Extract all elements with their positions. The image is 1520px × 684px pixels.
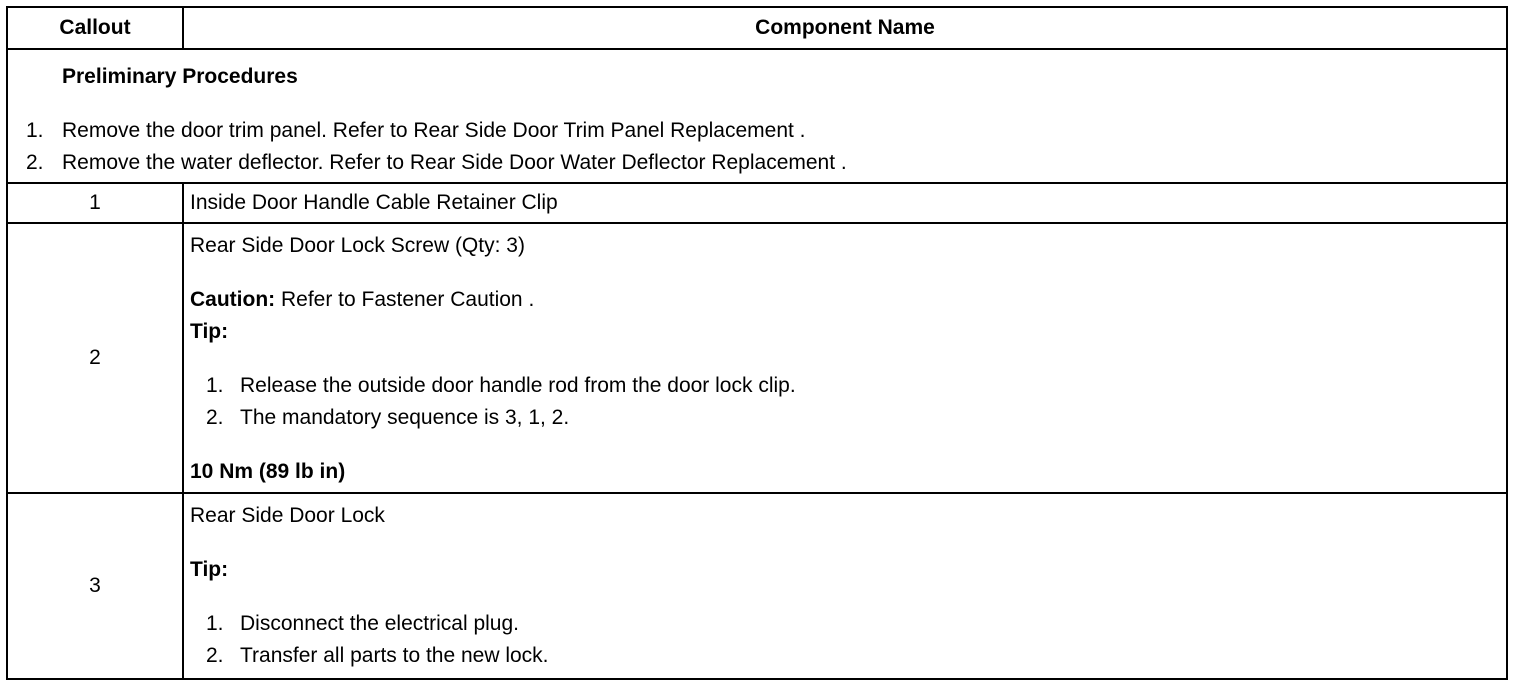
component-name: Inside Door Handle Cable Retainer Clip	[183, 183, 1507, 223]
step-number: 1.	[26, 119, 44, 142]
preliminary-procedures-title: Preliminary Procedures	[62, 65, 298, 88]
component-name: Rear Side Door Lock Screw (Qty: 3)	[190, 234, 525, 257]
table-row	[7, 183, 1507, 223]
list-item	[190, 370, 1500, 402]
tip-list	[190, 608, 1500, 672]
procedure-table	[6, 6, 1508, 680]
list-item	[190, 608, 1500, 640]
table-header-row	[7, 7, 1507, 49]
callout-number: 2	[7, 223, 183, 493]
table-row	[7, 223, 1507, 493]
caution-text: Refer to Fastener Caution .	[275, 288, 535, 311]
tip-text: The mandatory sequence is 3, 1, 2.	[240, 406, 570, 429]
table-row	[7, 493, 1507, 679]
list-item	[190, 402, 1500, 434]
tip-number: 1.	[206, 612, 224, 635]
preliminary-steps-list	[8, 115, 1506, 179]
callout-number: 1	[7, 183, 183, 223]
component-name-column-header: Component Name	[183, 7, 1507, 49]
component-detail-cell	[183, 223, 1507, 493]
procedure-sheet	[6, 6, 1506, 676]
step-text: Remove the water deflector. Refer to Rear Side Door Water Deflector Replacement .	[62, 151, 847, 174]
tip-number: 1.	[206, 374, 224, 397]
component-name: Rear Side Door Lock	[190, 504, 385, 527]
step-number: 2.	[26, 151, 44, 174]
preliminary-procedures-row	[7, 49, 1507, 183]
callout-number: 3	[7, 493, 183, 679]
component-detail-cell	[183, 493, 1507, 679]
tip-list	[190, 370, 1500, 434]
torque-spec: 10 Nm (89 lb in)	[190, 460, 346, 483]
list-item	[190, 640, 1500, 672]
tip-number: 2.	[206, 644, 224, 667]
list-item	[8, 147, 1506, 179]
tip-text: Transfer all parts to the new lock.	[240, 644, 549, 667]
caution-label: Caution:	[190, 288, 276, 311]
tip-text: Release the outside door handle rod from the door lock clip.	[240, 374, 796, 397]
preliminary-procedures-cell	[7, 49, 1507, 183]
callout-column-header: Callout	[7, 7, 183, 49]
tip-text: Disconnect the electrical plug.	[240, 612, 519, 635]
list-item	[8, 115, 1506, 147]
step-text: Remove the door trim panel. Refer to Rear Side Door Trim Panel Replacement .	[62, 119, 806, 142]
tip-label: Tip:	[190, 558, 229, 581]
tip-number: 2.	[206, 406, 224, 429]
caution-note	[190, 284, 1500, 316]
tip-label: Tip:	[190, 320, 229, 343]
